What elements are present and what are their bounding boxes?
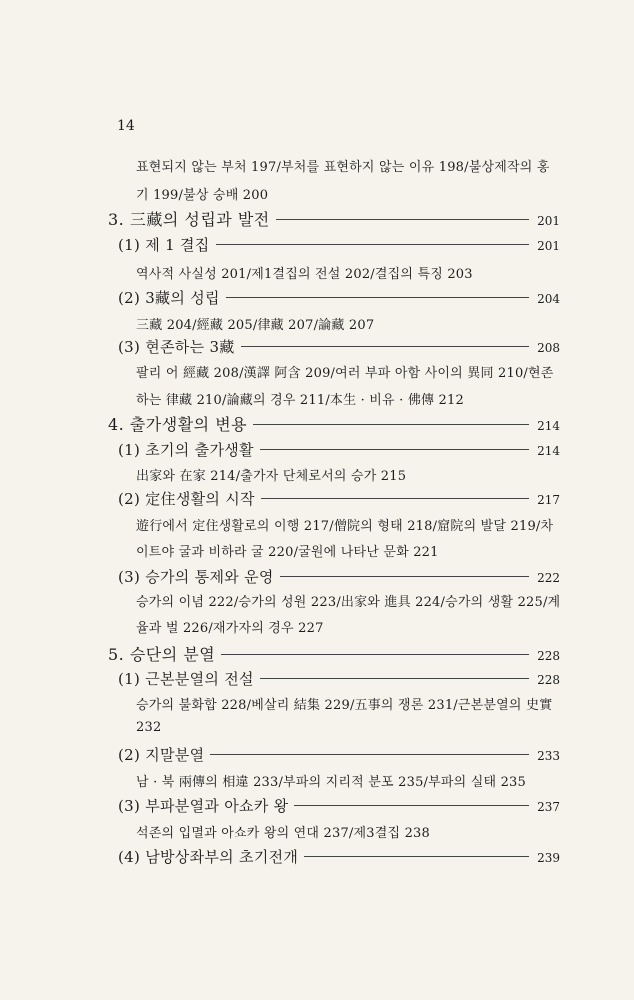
toc-description-line: 승가의 이념 222/승가의 성원 223/出家와 進具 224/승가의 생활 225/계 (136, 595, 561, 610)
toc-description-line: 232 (136, 720, 162, 735)
toc-entry-title: (3) 승가의 통제와 운영 (118, 568, 274, 586)
toc-entry-page: 239 (537, 851, 560, 865)
leader-line (226, 297, 529, 298)
toc-chapter-entry[interactable] (108, 642, 560, 665)
toc-entry-page: 228 (537, 673, 560, 687)
toc-description-line: 이트야 굴과 비하라 굴 220/굴원에 나타난 문화 221 (136, 545, 439, 560)
toc-description-line: 하는 律藏 210/論藏의 경우 211/本生 · 비유 · 佛傳 212 (136, 393, 464, 408)
page-number: 14 (117, 118, 135, 134)
leader-line (221, 654, 529, 655)
toc-entry-page: 217 (537, 493, 560, 507)
leader-line (210, 754, 529, 755)
toc-entry-title: (1) 제 1 결집 (118, 236, 210, 254)
toc-section-entry[interactable] (118, 234, 560, 255)
toc-entry-title: (2) 지말분열 (118, 746, 205, 764)
toc-entry-page: 233 (537, 749, 560, 763)
toc-entry-title: 3. 三藏의 성립과 발전 (108, 210, 270, 229)
toc-entry-title: (1) 초기의 출가생활 (118, 441, 254, 459)
toc-entry-page: 208 (537, 341, 560, 355)
toc-section-entry[interactable] (118, 668, 560, 689)
toc-section-entry[interactable] (118, 336, 560, 357)
toc-description-line: 석존의 입멸과 아쇼카 왕의 연대 237/제3결집 238 (136, 826, 430, 841)
toc-chapter-entry[interactable] (108, 412, 560, 435)
toc-entry-title: (2) 定住생활의 시작 (118, 490, 255, 508)
toc-description-line: 出家와 在家 214/출가자 단체로서의 승가 215 (136, 469, 407, 484)
toc-description-line: 남 · 북 兩傳의 相違 233/부파의 지리적 분포 235/부파의 실태 235 (136, 775, 526, 790)
toc-entry-title: (3) 부파분열과 아쇼카 왕 (118, 797, 289, 815)
toc-entry-title: 5. 승단의 분열 (108, 645, 216, 664)
leader-line (260, 449, 529, 450)
leader-line (261, 498, 529, 499)
toc-section-entry[interactable] (118, 744, 560, 765)
leader-line (253, 424, 529, 425)
toc-entry-page: 201 (537, 214, 560, 228)
toc-section-entry[interactable] (118, 566, 560, 587)
toc-entry-page: 237 (537, 800, 560, 814)
toc-entry-page: 214 (537, 444, 560, 458)
toc-description-line: 기 199/불상 숭배 200 (136, 188, 269, 203)
toc-section-entry[interactable] (118, 287, 560, 308)
toc-description-line: 역사적 사실성 201/제1결집의 전설 202/결집의 특징 203 (136, 267, 473, 282)
toc-entry-title: (3) 현존하는 3藏 (118, 338, 235, 356)
toc-entry-title: (1) 근본분열의 전설 (118, 670, 254, 688)
toc-entry-title: (2) 3藏의 성립 (118, 289, 220, 307)
toc-entry-title: 4. 출가생활의 변용 (108, 415, 248, 434)
toc-description-line: 율과 벌 226/재가자의 경우 227 (136, 621, 324, 636)
leader-line (280, 576, 529, 577)
toc-entry-page: 204 (537, 292, 560, 306)
toc-section-entry[interactable] (118, 795, 560, 816)
leader-line (241, 346, 530, 347)
leader-line (260, 678, 529, 679)
toc-section-entry[interactable] (118, 488, 560, 509)
leader-line (304, 856, 529, 857)
leader-line (216, 244, 530, 245)
toc-section-entry[interactable] (118, 846, 560, 867)
toc-description-line: 三藏 204/經藏 205/律藏 207/論藏 207 (136, 318, 375, 333)
toc-chapter-entry[interactable] (108, 207, 560, 230)
toc-section-entry[interactable] (118, 439, 560, 460)
toc-description-line: 遊行에서 定住생활로의 이행 217/僧院의 형태 218/窟院의 발달 219/차 (136, 519, 554, 534)
toc-entry-page: 201 (537, 239, 560, 253)
toc-description-line: 승가의 불화합 228/베살리 結集 229/五事의 쟁론 231/근본분열의 史實 (136, 698, 553, 713)
toc-entry-page: 222 (537, 571, 560, 585)
toc-description-line: 표현되지 않는 부처 197/부처를 표현하지 않는 이유 198/불상제작의 홍 (136, 160, 550, 175)
toc-description-line: 팔리 어 經藏 208/漢譯 阿含 209/여러 부파 아함 사이의 異同 210/현존 (136, 366, 554, 381)
toc-entry-page: 214 (537, 419, 560, 433)
leader-line (294, 805, 529, 806)
toc-entry-title: (4) 남방상좌부의 초기전개 (118, 848, 299, 866)
toc-entry-page: 228 (537, 649, 560, 663)
leader-line (276, 219, 529, 220)
